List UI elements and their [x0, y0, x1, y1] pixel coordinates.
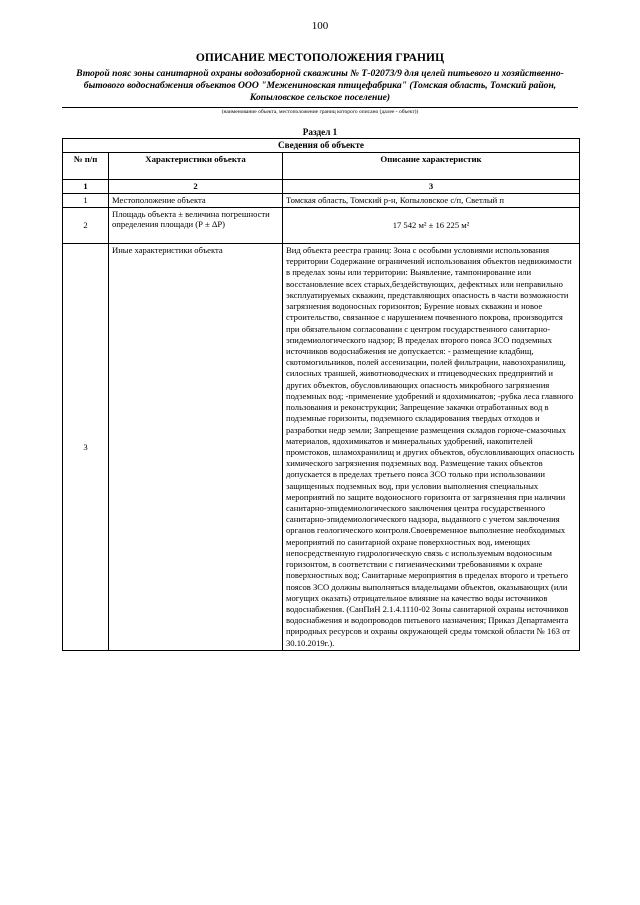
- row-characteristic: Местоположение объекта: [109, 194, 283, 208]
- row-description: Вид объекта реестра границ: Зона с особыми условиями использования территории Содержание ограничений использования объектов недвижимости в пределах зоны или территории: Выявление, тампонирование или восстановление всех старых,бездействующих, дефектных или неправильно эксплуатируемых скважин, представляющих опасность в части возможности загрязнения водоносных горизонтов; Бурение новых скважин и новое строительство, связанное с нарушением почвенного покрова, производится при обязательном согласовании с центром государственного санитарно-эпидемиологического надзор; В пределах второго пояса ЗСО подземных источников водоснабжения не допускается: - размещение кладбищ, скотомогильников, полей ассенизации, полей фильтрации, навозохранилищ, силосных траншей, животноводческих и птицеводческих предприятий и других объектов, обусловливающих опасность микробного загрязнения подземных вод; -применение удобрений и ядохимикатов; -рубка леса главного пользования и реконструкции; Запрещение закачки отработанных вод в подземные горизонты, подземного складирования твердых отходов и разработки недр земли; Запрещение размещения складов горюче-смазочных материалов, ядохимикатов и минеральных удобрений, накопителей промстоков, шламохранилищ и других объектов, обусловливающих опасность химического загрязнения подземных вод. Размещение таких объектов допускается в пределах третьего пояса ЗСО только при использовании защищенных подземных вод, при условии выполнения специальных мероприятий по защите водоносного горизонта от загрязнения при наличии санитарно-эпидемиологического заключения центра государственного санитарно-эпидемиологического надзора, выданного с учетом заключения органов геологического контроля.Своевременное выполнение необходимых мероприятий по санитарной охране поверхностных вод, имеющих непосредственную гидрологическую связь с используемым водоносным горизонтом, в соответствии с гигиеническими требованиями к охране поверхностных вод; Санитарные мероприятия в пределах второго и третьего поясов ЗСО должны выполняться владельцами объектов, оказывающих (или могущих оказать) отрицательное влияние на качество воды источников водоснабжения. (СанПиН 2.1.4.1110-02 Зоны санитарной охраны источников водоснабжения и водопроводов питьевого назначения; Приказ Департамента природных ресурсов и охраны окружающей среды томской области № 163 от 30.10.2019г.).: [283, 244, 580, 651]
- underline-divider: [62, 107, 578, 108]
- column-number: 3: [283, 180, 580, 194]
- row-num: 2: [63, 208, 109, 244]
- row-num: 1: [63, 194, 109, 208]
- header-description: Описание характеристик: [283, 153, 580, 180]
- row-num: 3: [63, 244, 109, 651]
- object-name-caption: (наименование объекта, местоположение границ которого описано (далее - объект)): [221, 109, 419, 115]
- table-title: Сведения об объекте: [63, 139, 580, 153]
- page-number: 100: [311, 20, 329, 32]
- row-characteristic: Площадь объекта ± величина погрешности определения площади (Р ± ΔР): [109, 208, 283, 244]
- table-row: [63, 208, 580, 244]
- table-row: [63, 244, 580, 651]
- column-number: 2: [109, 180, 283, 194]
- table-row: [63, 194, 580, 208]
- document-title: ОПИСАНИЕ МЕСТОПОЛОЖЕНИЯ ГРАНИЦ: [195, 52, 445, 64]
- row-description: Томская область, Томский р-н, Копыловское с/п, Светлый п: [283, 194, 580, 208]
- section-label: Раздел 1: [302, 127, 338, 137]
- header-num: № п/п: [63, 153, 109, 180]
- object-info-table: [62, 138, 580, 651]
- row-characteristic: Иные характеристики объекта: [109, 244, 283, 651]
- column-number: 1: [63, 180, 109, 194]
- row-description: 17 542 м² ± 16 225 м²: [283, 208, 580, 244]
- object-name: Второй пояс зоны санитарной охраны водозаборной скважины № Т-02073/9 для целей питьевого и хозяйственно-бытового водоснабжения объектов ООО "Межениновская птицефабрика" (Томская область, Томский район, Копыловское сельское поселение): [76, 68, 564, 104]
- header-characteristic: Характеристики объекта: [109, 153, 283, 180]
